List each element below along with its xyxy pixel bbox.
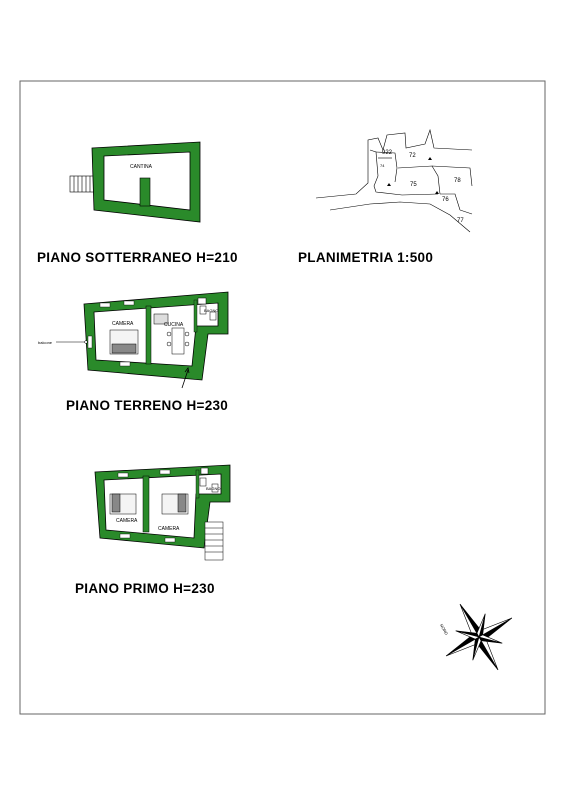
first-floor-stairs	[205, 522, 223, 560]
parcel-72: 72	[409, 153, 416, 159]
ground-interior-wall	[146, 306, 151, 364]
title-piano-sotterraneo: PIANO SOTTERRANEO H=210	[37, 250, 238, 265]
room-label-bagno: BAGNO	[204, 308, 219, 313]
parcel-77: 77	[457, 218, 464, 224]
ground-floor-plan	[38, 292, 228, 388]
first-floor-plan	[95, 465, 230, 560]
title-planimetria: PLANIMETRIA 1:500	[298, 250, 434, 265]
room-label-cucina: CUCINA	[164, 322, 184, 328]
parcel-74: 74	[380, 163, 385, 168]
label-balcone: balcone	[38, 340, 53, 345]
room-label-camera-1: CAMERA	[116, 518, 138, 524]
compass-rose	[427, 585, 531, 689]
room-label-cantina: CANTINA	[130, 164, 152, 170]
site-plan	[316, 130, 472, 232]
compass-label-nord: NORD	[438, 623, 450, 636]
parcel-78: 78	[454, 178, 461, 184]
basement-plan	[70, 142, 200, 222]
room-label-camera: CAMERA	[112, 321, 134, 327]
room-label-bagno-primo: BAGNO	[206, 486, 221, 491]
title-piano-terreno: PIANO TERRENO H=230	[66, 398, 229, 413]
parcel-76: 76	[442, 197, 449, 203]
basement-stairs	[70, 176, 96, 192]
parcel-922: 922	[382, 150, 393, 156]
parcel-75: 75	[410, 182, 417, 188]
basement-pillar	[140, 178, 150, 206]
title-piano-primo: PIANO PRIMO H=230	[75, 581, 215, 596]
room-label-camera-2: CAMERA	[158, 526, 180, 532]
